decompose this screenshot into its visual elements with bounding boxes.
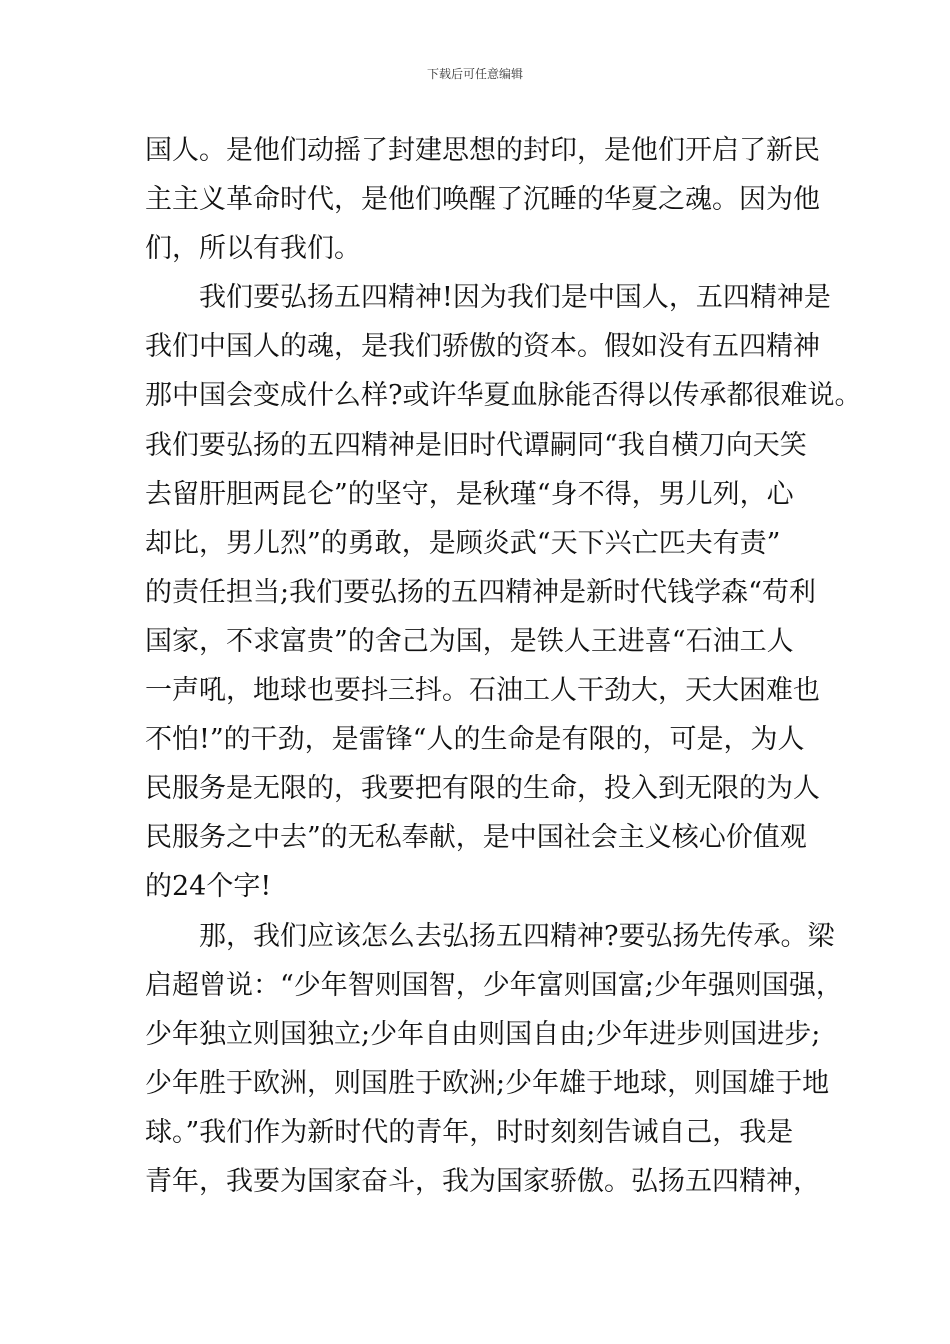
- text-line: 国人。是他们动摇了封建思想的封印，是他们开启了新民: [145, 135, 820, 166]
- text-line: 球。”我们作为新时代的青年，时时刻刻告诫自己，我是: [145, 1116, 794, 1148]
- text-line: 我们中国人的魂，是我们骄傲的资本。假如没有五四精神: [145, 331, 820, 363]
- text-line: 去留肝胆两昆仑”的坚守，是秋瑾“身不得，男儿列，心: [145, 478, 794, 510]
- text-line: 不怕!”的干劲，是雷锋“人的生命是有限的，可是，为人: [145, 724, 805, 756]
- text-line: 那，我们应该怎么去弘扬五四精神?要弘扬先传承。梁: [199, 920, 835, 952]
- text-line: 少年胜于欧洲，则国胜于欧洲;少年雄于地球，则国雄于地: [145, 1067, 830, 1099]
- text-line: 的责任担当;我们要弘扬的五四精神是新时代钱学森“苟利: [145, 576, 816, 608]
- text-line: 青年，我要为国家奋斗，我为国家骄傲。弘扬五四精神，: [145, 1165, 820, 1197]
- text-line: 主主义革命时代，是他们唤醒了沉睡的华夏之魂。因为他: [145, 184, 820, 216]
- text-line: 我们要弘扬五四精神!因为我们是中国人，五四精神是: [199, 282, 831, 314]
- text-line: 那中国会变成什么样?或许华夏血脉能否得以传承都很难说。: [145, 380, 862, 412]
- text-line: 启超曾说：“少年智则国智，少年富则国富;少年强则国强，: [145, 969, 843, 1001]
- text-line: 的24个字!: [145, 871, 272, 903]
- text-line: 少年独立则国独立;少年自由则国自由;少年进步则国进步;: [145, 1018, 821, 1050]
- text-line: 们，所以有我们。: [145, 233, 361, 265]
- page-header: 下载后可任意编辑: [426, 67, 523, 81]
- text-line: 却比，男儿烈”的勇敢，是顾炎武“天下兴亡匹夫有责”: [145, 527, 781, 559]
- text-line: 一声吼，地球也要抖三抖。石油工人干劲大，天大困难也: [145, 675, 820, 707]
- document-body: [145, 126, 862, 1206]
- text-line: 我们要弘扬的五四精神是旧时代谭嗣同“我自横刀向天笑: [145, 429, 807, 461]
- text-line: 民服务之中去”的无私奉献，是中国社会主义核心价值观: [145, 822, 807, 854]
- text-line: 民服务是无限的，我要把有限的生命，投入到无限的为人: [145, 773, 820, 805]
- text-line: 国家，不求富贵”的舍己为国，是铁人王进喜“石油工人: [145, 625, 794, 657]
